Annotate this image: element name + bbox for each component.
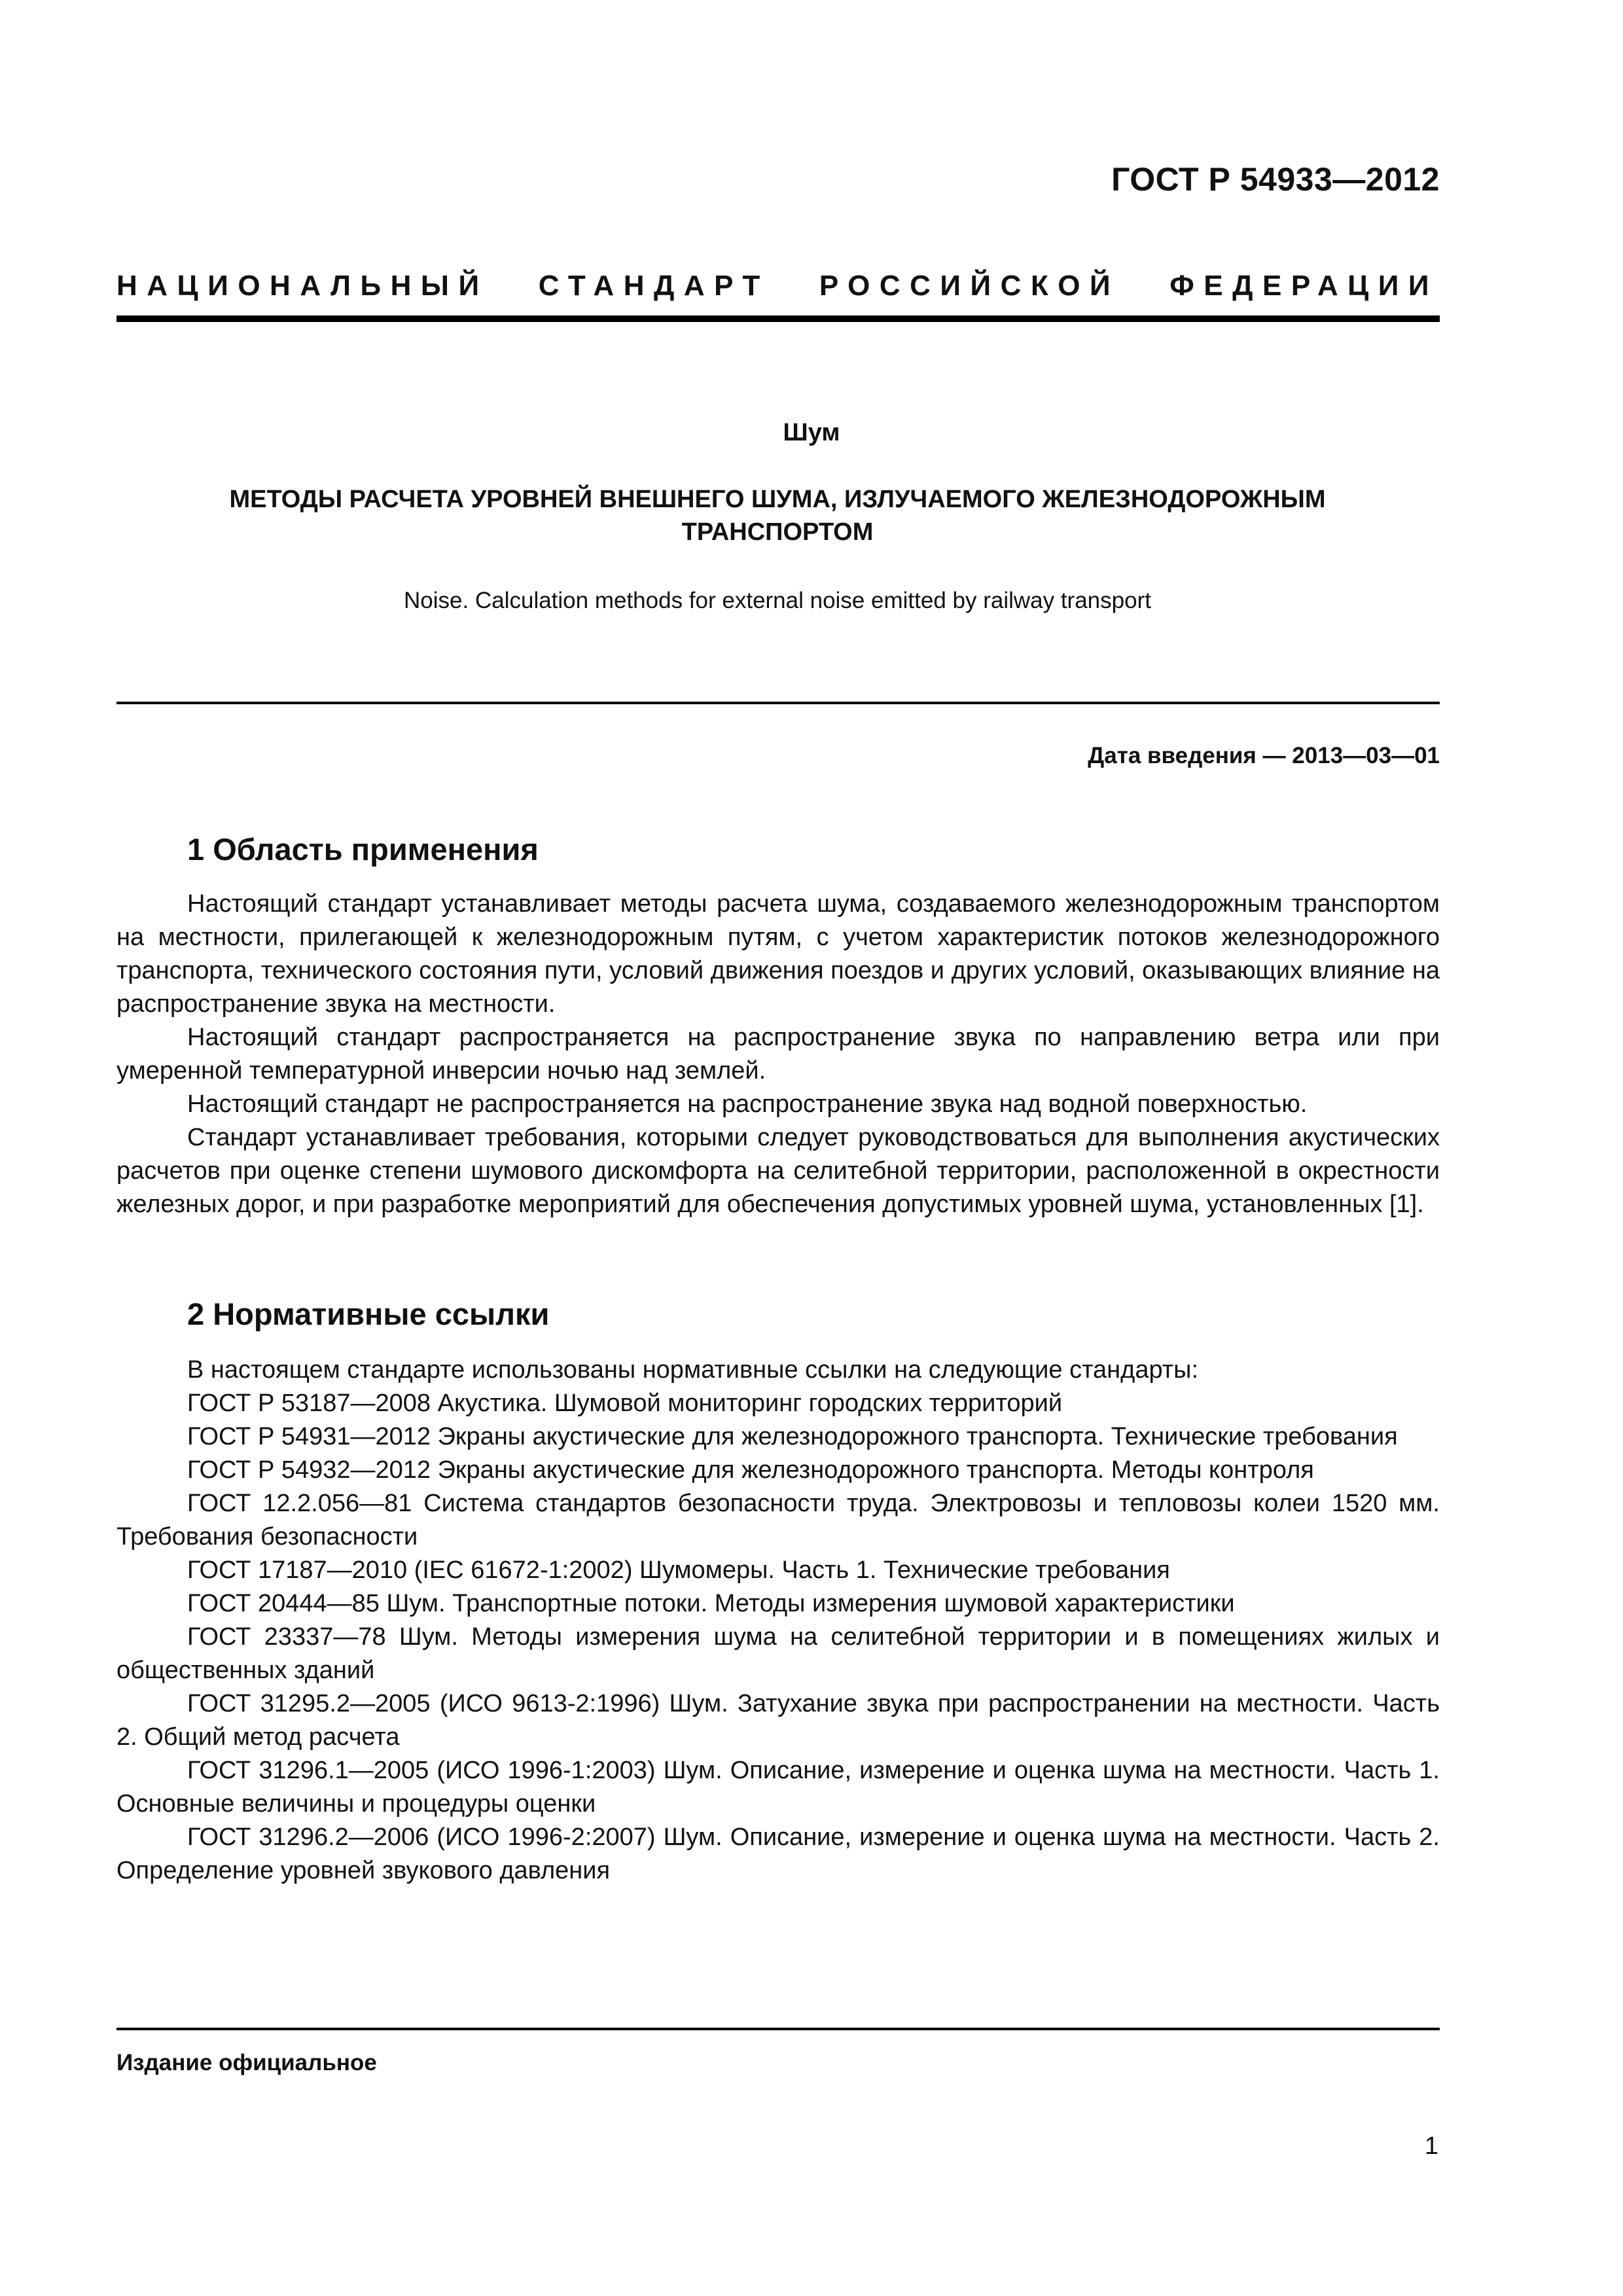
reference-item: ГОСТ 17187—2010 (IEC 61672-1:2002) Шумомеры. Часть 1. Технические требования [187,1556,1170,1584]
reference-item: ГОСТ Р 54931—2012 Экраны акустические для железнодорожного транспорта. Технические требования [187,1423,1398,1450]
reference-item: ГОСТ 31296.1—2005 (ИСО 1996-1:2003) Шум. Описание, измерение и оценка шума на местности. Часть 1. Основные величины и процедуры оценки [116,1757,1440,1818]
section-1-body [116,888,1440,1221]
page-number: 1 [1424,2132,1438,2160]
footer-divider [116,2028,1440,2030]
reference-item: ГОСТ 12.2.056—81 Система стандартов безопасности труда. Электровозы и тепловозы колеи 1520 мм. Требования безопасности [116,1490,1440,1551]
reference-item: ГОСТ 20444—85 Шум. Транспортные потоки. Методы измерения шумовой характеристики [187,1590,1235,1617]
title-ru-line-1: МЕТОДЫ РАСЧЕТА УРОВНЕЙ ВНЕШНЕГО ШУМА, ИЗЛУЧАЕМОГО ЖЕЛЕЗНОДОРОЖНЫМ [229,486,1326,513]
gost-code: ГОСТ Р 54933—2012 [1111,161,1440,198]
paragraph: В настоящем стандарте использованы нормативные ссылки на следующие стандарты: [187,1356,1199,1384]
section-1-heading: 1 Область применения [187,832,539,867]
standard-title-ru [116,483,1438,548]
title-ru-line-2: ТРАНСПОРТОМ [681,518,874,546]
paragraph: Настоящий стандарт распространяется на распространение звука по направлению ветра или при умеренной температурной инверсии ночью над землей. [116,1024,1440,1085]
introduction-date: Дата введения — 2013—03—01 [1088,743,1440,768]
reference-item: ГОСТ 31295.2—2005 (ИСО 9613-2:1996) Шум. Затухание звука при распространении на местности. Часть 2. Общий метод расчета [116,1690,1440,1751]
standard-title-en: Noise. Calculation methods for external noise emitted by railway transport [404,588,1151,613]
paragraph: Настоящий стандарт устанавливает методы расчета шума, создаваемого железнодорожным транспортом на местности, прилегающей к железнодорожным путям, с учетом характеристик потоков железнодорожного транспорта, технического состояния пути, условий движения поездов и других условий, оказывающих влияние на распространение звука на местности. [116,890,1440,1018]
national-standard-title: НАЦИОНАЛЬНЫЙ СТАНДАРТ РОССИЙСКОЙ ФЕДЕРАЦИИ [116,270,1438,302]
reference-item: ГОСТ 23337—78 Шум. Методы измерения шума на селитебной территории и в помещениях жилых и общественных зданий [116,1623,1440,1684]
reference-item: ГОСТ Р 54932—2012 Экраны акустические для железнодорожного транспорта. Методы контроля [187,1456,1314,1484]
section-2-heading: 2 Нормативные ссылки [187,1297,550,1331]
standard-short-title: Шум [783,419,840,446]
header-divider [116,315,1440,322]
title-divider [116,702,1440,704]
paragraph: Настоящий стандарт не распространяется на распространение звука над водной поверхностью. [187,1090,1308,1118]
edition-label: Издание официальное [116,2050,377,2075]
reference-item: ГОСТ Р 53187—2008 Акустика. Шумовой мониторинг городских территорий [187,1390,1063,1417]
paragraph: Стандарт устанавливает требования, которыми следует руководствоваться для выполнения акустических расчетов при оценке степени шумового дискомфорта на селитебной территории, расположенной в окрестности железных дорог, и при разработке мероприятий для обеспечения допустимых уровней шума, установленных [1]. [116,1124,1440,1218]
reference-item: ГОСТ 31296.2—2006 (ИСО 1996-2:2007) Шум. Описание, измерение и оценка шума на местности. Часть 2. Определение уровней звукового давления [116,1823,1440,1884]
section-2-body [116,1354,1440,1888]
